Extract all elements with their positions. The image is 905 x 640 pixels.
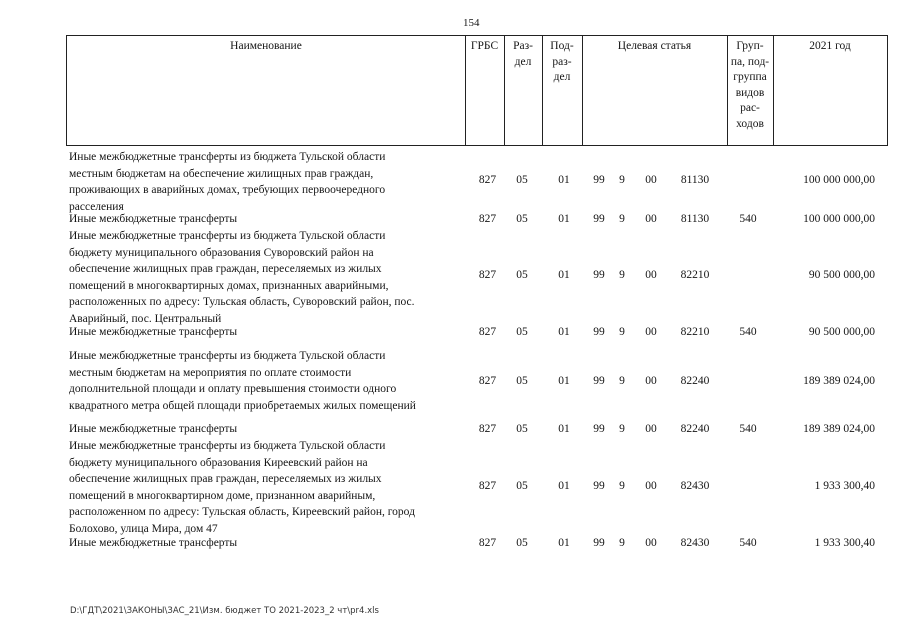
- row-podrazdel: 01: [558, 375, 570, 387]
- table-row: [0, 149, 905, 211]
- row-razdel: 05: [516, 269, 528, 281]
- row-podrazdel: 01: [558, 423, 570, 435]
- row-name: Иные межбюджетные трансферты из бюджета Тульской области местным бюджетам на обеспечение жилищных прав граждан, проживающих в аварийных домах, требующих первоочередного расселения: [69, 151, 386, 213]
- row-cs-direction: 82240: [680, 375, 710, 387]
- row-cs-direction: 81130: [680, 174, 710, 186]
- row-cs-program: 99: [593, 174, 605, 186]
- row-name: Иные межбюджетные трансферты: [69, 423, 238, 435]
- row-razdel: 05: [516, 480, 528, 492]
- row-name: Иные межбюджетные трансферты из бюджета Тульской области бюджету муниципального образования Суворовский район на обеспечение жилищных прав граждан, переселяемых из жилых помещений в многоквартирных домах, признанных аварийными, расположенных по адресу: Тульская область, Суворовский район, пос. Аварийный, пос. Центральный: [69, 230, 415, 325]
- row-cs-main: 00: [645, 537, 657, 549]
- row-cs-program: 99: [593, 423, 605, 435]
- row-grbs: 827: [478, 375, 497, 387]
- header-razdel: Раз- дел: [513, 40, 533, 68]
- row-grbs: 827: [478, 423, 497, 435]
- row-cs-direction: 82210: [680, 326, 710, 338]
- row-cs-subprogram: 9: [619, 480, 625, 492]
- row-razdel: 05: [516, 375, 528, 387]
- row-cs-main: 00: [645, 269, 657, 281]
- row-cs-direction: 82210: [680, 269, 710, 281]
- row-amount: 1 933 300,40: [814, 537, 875, 549]
- table-row: [0, 421, 905, 438]
- row-name: Иные межбюджетные трансферты из бюджета Тульской области местным бюджетам на мероприятия по оплате стоимости дополнительной площади и оплату превышения стоимости одного квадратного метра общей площади приобретаемых жилых помещений: [69, 350, 416, 412]
- row-amount: 189 389 024,00: [803, 375, 875, 387]
- header-grbs: ГРБС: [470, 40, 499, 52]
- row-amount: 189 389 024,00: [803, 423, 875, 435]
- row-vid-rashodov: 540: [739, 326, 757, 338]
- row-podrazdel: 01: [558, 326, 570, 338]
- row-cs-subprogram: 9: [619, 269, 625, 281]
- row-cs-subprogram: 9: [619, 423, 625, 435]
- table-row: [0, 211, 905, 228]
- row-cs-main: 00: [645, 375, 657, 387]
- table-row: [0, 324, 905, 341]
- row-name: Иные межбюджетные трансферты из бюджета Тульской области бюджету муниципального образования Киреевский район на обеспечение жилищных прав граждан, переселяемых из жилых помещений в многоквартирном доме, признанном аварийным, расположенном по адресу: Тульская область, Киреевский район, город Болохово, улица Мира, дом 47: [69, 440, 415, 535]
- row-name: Иные межбюджетные трансферты: [69, 537, 238, 549]
- row-razdel: 05: [516, 326, 528, 338]
- row-grbs: 827: [478, 269, 497, 281]
- table-row: [0, 438, 905, 537]
- row-cs-program: 99: [593, 480, 605, 492]
- row-grbs: 827: [478, 480, 497, 492]
- row-cs-program: 99: [593, 213, 605, 225]
- row-cs-program: 99: [593, 537, 605, 549]
- file-path-footer: D:\ГДТ\2021\ЗАКОНЫ\ЗАС_21\Изм. бюджет ТО 2021-2023_2 чт\pr4.xls: [70, 606, 379, 616]
- row-cs-direction: 82430: [680, 480, 710, 492]
- row-podrazdel: 01: [558, 269, 570, 281]
- row-cs-direction: 82240: [680, 423, 710, 435]
- table-row: [0, 535, 905, 552]
- row-vid-rashodov: 540: [739, 213, 757, 225]
- table-row: [0, 228, 905, 327]
- row-amount: 100 000 000,00: [803, 174, 875, 186]
- row-podrazdel: 01: [558, 174, 570, 186]
- table-header: [66, 35, 888, 146]
- header-podrazdel: Под- раз- дел: [550, 40, 574, 83]
- row-cs-main: 00: [645, 213, 657, 225]
- row-cs-subprogram: 9: [619, 174, 625, 186]
- row-grbs: 827: [478, 326, 497, 338]
- row-podrazdel: 01: [558, 537, 570, 549]
- row-vid-rashodov: 540: [739, 537, 757, 549]
- row-razdel: 05: [516, 423, 528, 435]
- row-cs-main: 00: [645, 423, 657, 435]
- row-razdel: 05: [516, 537, 528, 549]
- header-year: 2021 год: [809, 40, 851, 52]
- row-cs-subprogram: 9: [619, 537, 625, 549]
- table-row: [0, 348, 905, 416]
- row-razdel: 05: [516, 174, 528, 186]
- header-vid-rashodov: Груп- па, под- группа видов рас- ходов: [730, 40, 770, 130]
- row-grbs: 827: [478, 174, 497, 186]
- row-podrazdel: 01: [558, 480, 570, 492]
- row-cs-subprogram: 9: [619, 375, 625, 387]
- row-podrazdel: 01: [558, 213, 570, 225]
- page-number: 154: [463, 17, 480, 29]
- header-name: Наименование: [230, 40, 302, 52]
- row-cs-main: 00: [645, 480, 657, 492]
- row-cs-direction: 82430: [680, 537, 710, 549]
- row-grbs: 827: [478, 537, 497, 549]
- row-amount: 90 500 000,00: [808, 269, 875, 281]
- row-cs-subprogram: 9: [619, 326, 625, 338]
- row-razdel: 05: [516, 213, 528, 225]
- row-cs-direction: 81130: [680, 213, 710, 225]
- row-amount: 100 000 000,00: [803, 213, 875, 225]
- row-cs-program: 99: [593, 375, 605, 387]
- row-name: Иные межбюджетные трансферты: [69, 326, 238, 338]
- row-amount: 1 933 300,40: [814, 480, 875, 492]
- row-cs-program: 99: [593, 269, 605, 281]
- row-cs-subprogram: 9: [619, 213, 625, 225]
- row-cs-main: 00: [645, 326, 657, 338]
- row-amount: 90 500 000,00: [808, 326, 875, 338]
- row-cs-program: 99: [593, 326, 605, 338]
- row-cs-main: 00: [645, 174, 657, 186]
- row-name: Иные межбюджетные трансферты: [69, 213, 238, 225]
- row-grbs: 827: [478, 213, 497, 225]
- row-vid-rashodov: 540: [739, 423, 757, 435]
- header-celevaya-statya: Целевая статья: [617, 40, 692, 52]
